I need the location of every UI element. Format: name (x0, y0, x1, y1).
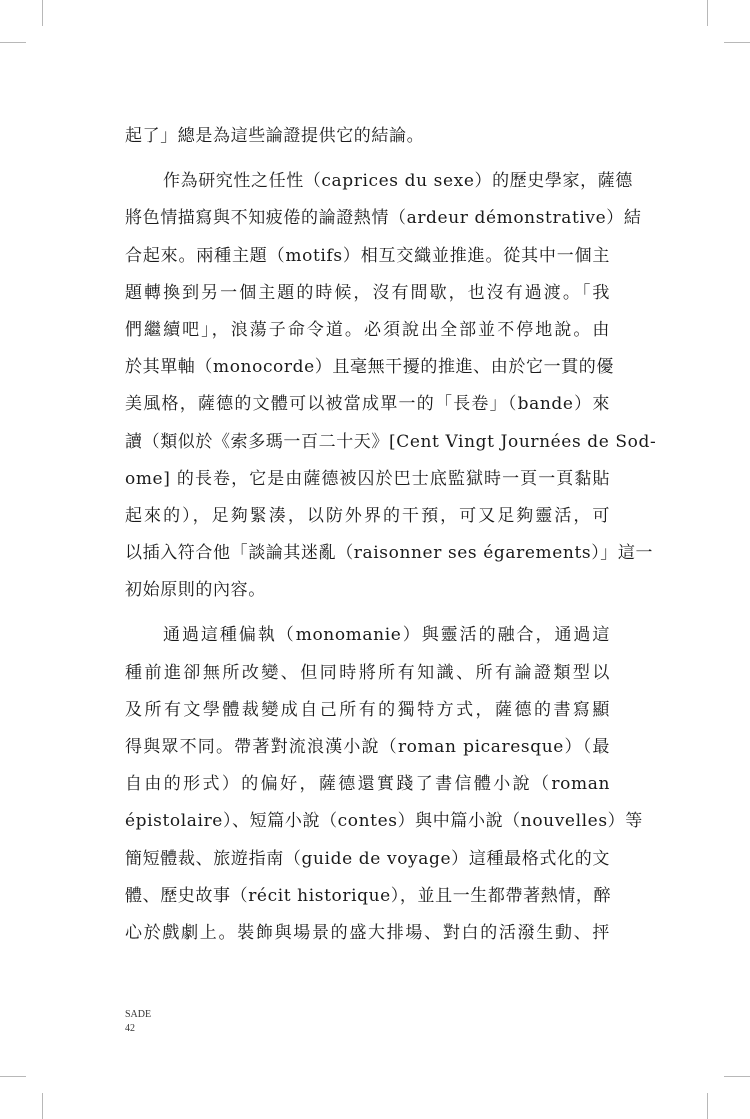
crop-mark-top-right (707, 0, 708, 26)
paragraph-3-line: 簡短體裁、旅遊指南（guide de voyage）這種最格式化的文 (125, 848, 610, 869)
paragraph-2-line: 以插入符合他「談論其迷亂（raisonner ses égarements）」這一 (125, 543, 654, 564)
running-head: SADE (125, 1009, 152, 1020)
paragraph-2-line: 於其單軸（monocorde）且毫無干擾的推進、由於它一貫的優 (125, 357, 614, 378)
page-footer (125, 1008, 151, 1036)
paragraph-3-line: 心於戲劇上。裝飾與場景的盛大排場、對白的活潑生動、抨 (125, 922, 610, 943)
paragraph-2-line: 合起來。兩種主題（motifs）相互交織並推進。從其中一個主 (125, 245, 610, 266)
crop-mark-bottom-left (42, 1093, 43, 1119)
paragraph-3-line: 及所有文學體裁變成自己所有的獨特方式，薩德的書寫顯 (125, 699, 610, 720)
paragraph-3-line: 得與眾不同。帶著對流浪漢小說（roman picaresque）（最 (125, 737, 610, 757)
crop-mark-left-bottom (0, 1076, 26, 1077)
crop-mark-right-top (724, 42, 750, 43)
paragraph-2-line: ome] 的長卷，它是由薩德被囚於巴士底監獄時一頁一頁黏貼 (125, 468, 610, 489)
paragraph-2-line: 讀（類似於《索多瑪一百二十天》[Cent Vingt Journées de Sod- (125, 431, 657, 452)
crop-mark-left-top (0, 42, 26, 43)
paragraph-3-line: épistolaire）、短篇小說（contes）與中篇小說（nouvelles）等 (125, 811, 643, 832)
paragraph-2-line: 作為研究性之任性（caprices du sexe）的歷史學家，薩德 (163, 171, 633, 192)
paragraph-2-line: 起來的），足夠緊湊，以防外界的干預，可又足夠靈活，可 (125, 505, 610, 526)
crop-mark-right-bottom (724, 1076, 750, 1077)
body-text (125, 118, 657, 952)
paragraph-2-line: 們繼續吧」，浪蕩子命令道。必須說出全部並不停地說。由 (125, 319, 610, 340)
paragraph-3-line: 種前進卻無所改變、但同時將所有知識、所有論證類型以 (125, 662, 610, 683)
paragraph-3-line: 自由的形式）的偏好，薩德還實踐了書信體小說（roman (125, 774, 610, 795)
crop-mark-bottom-right (707, 1093, 708, 1119)
paragraph-2-line: 題轉換到另一個主題的時候，沒有間歇，也沒有過渡。「我 (125, 282, 610, 303)
paragraph-3-line: 通過這種偏執（monomanie）與靈活的融合，通過這 (163, 625, 610, 646)
paragraph-1-line: 起了」總是為這些論證提供它的結論。 (125, 126, 425, 146)
paragraph-3-line: 體、歷史故事（récit historique），並且一生都帶著熱情，醉 (125, 885, 612, 906)
paragraph-2-line: 美風格，薩德的文體可以被當成單一的「長卷」（bande）來 (125, 394, 610, 415)
paragraph-2-line: 將色情描寫與不知疲倦的論證熱情（ardeur démonstrative）結 (125, 208, 642, 229)
paragraph-2-line: 初始原則的內容。 (125, 580, 266, 601)
crop-mark-top-left (42, 0, 43, 26)
page-number: 42 (125, 1023, 135, 1034)
